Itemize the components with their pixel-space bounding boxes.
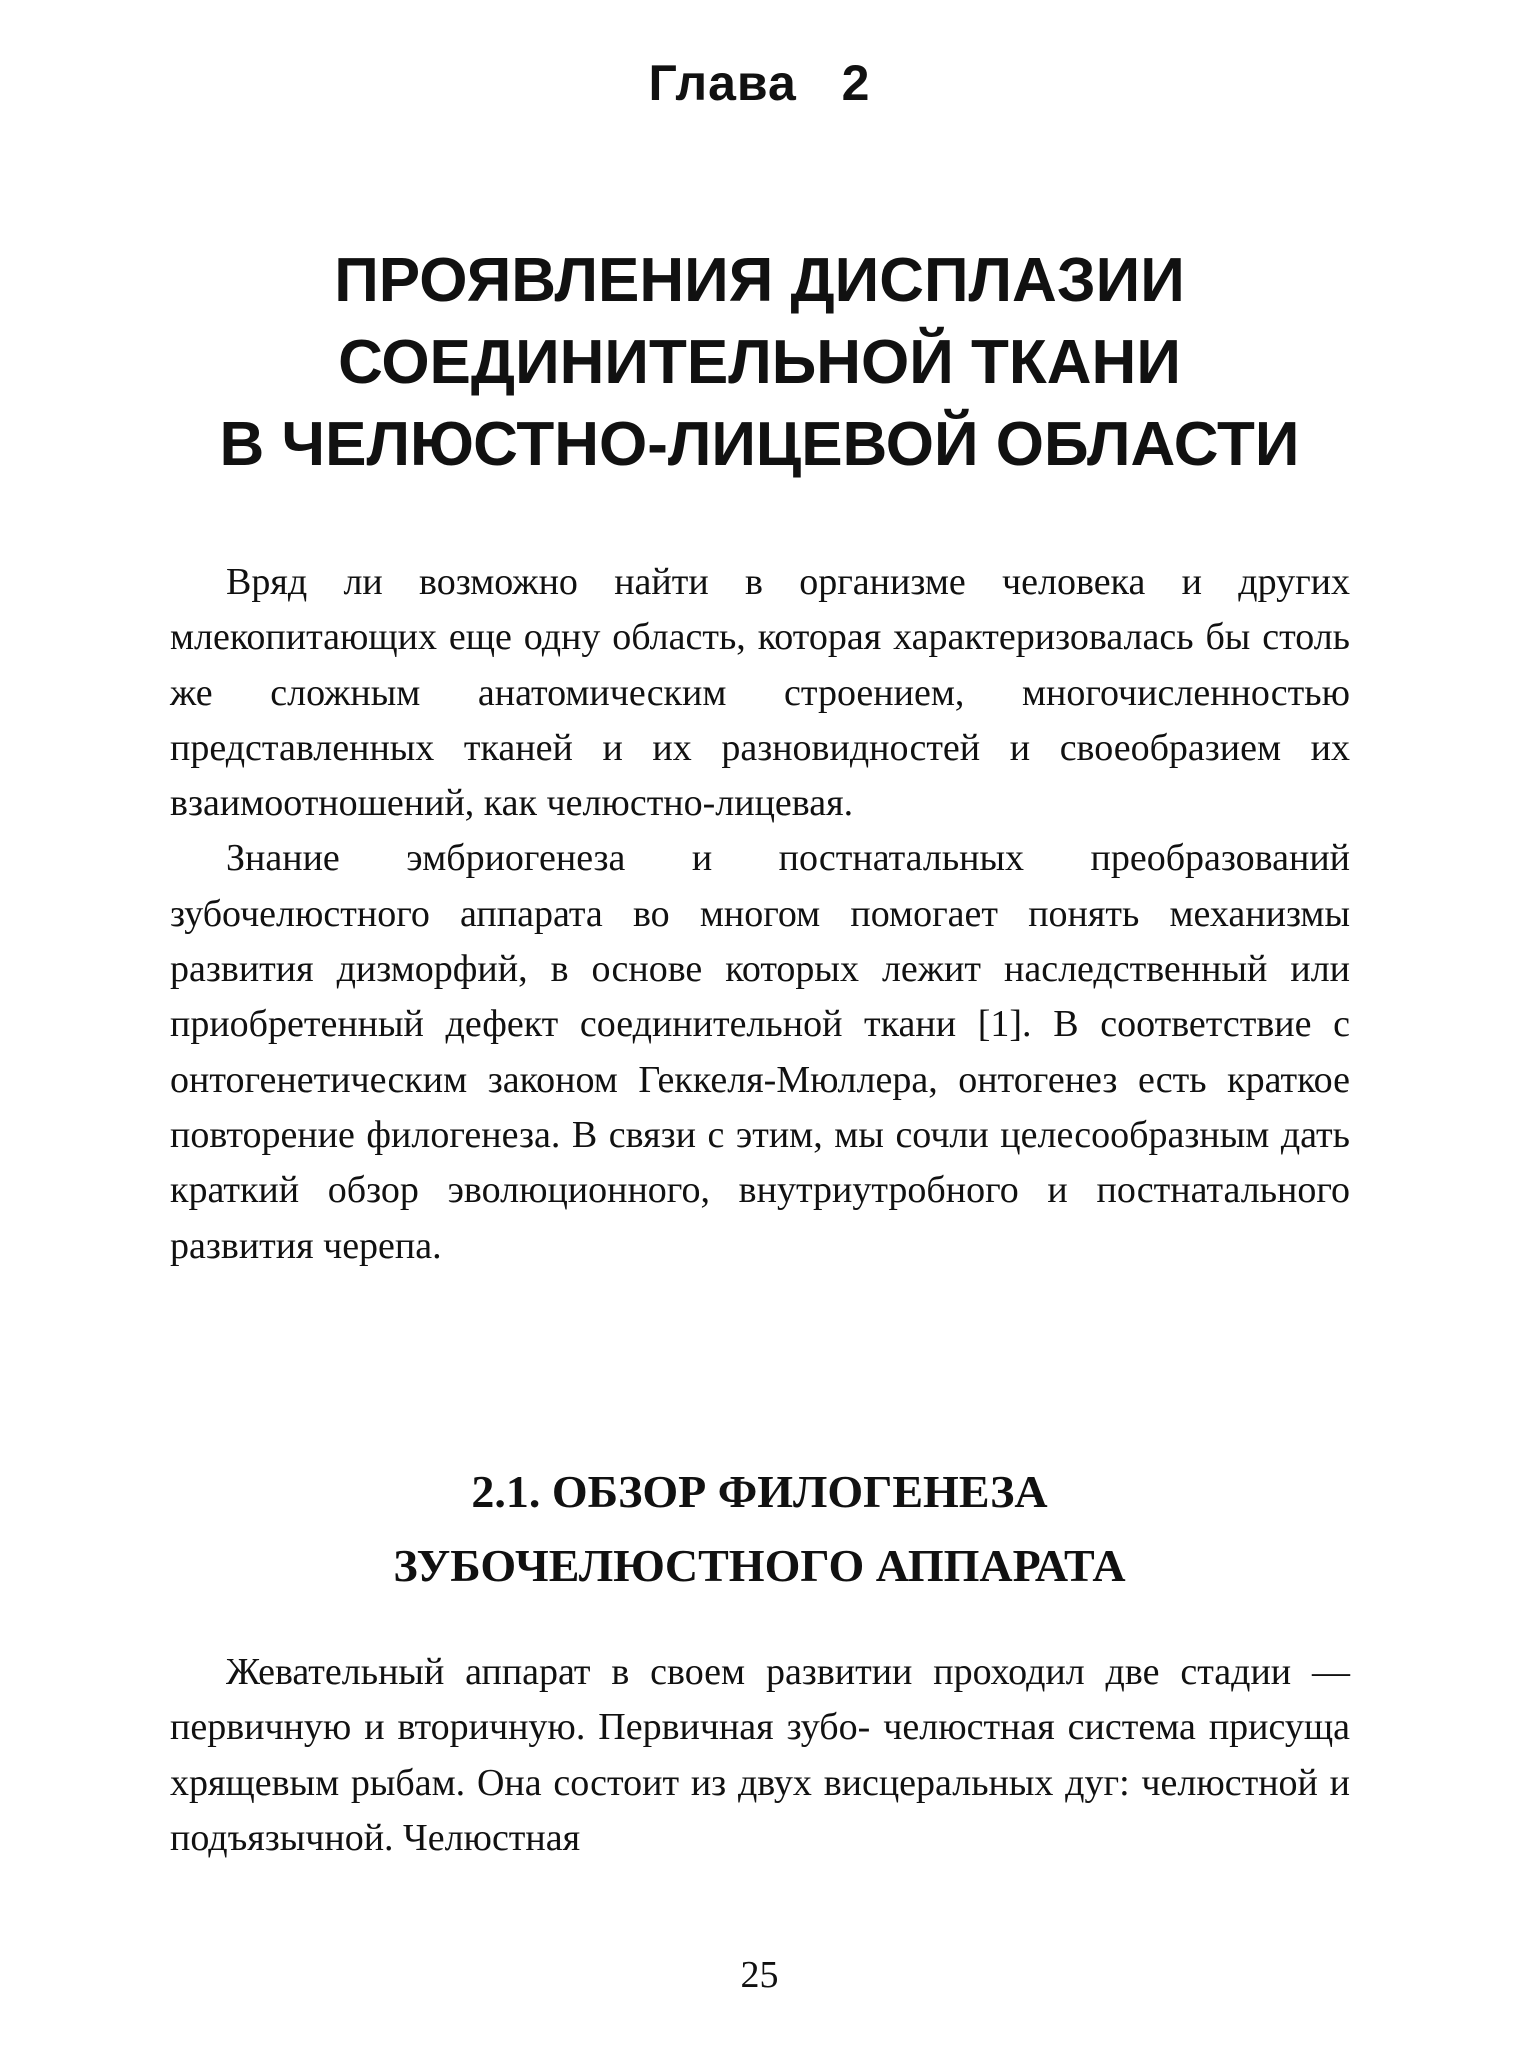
section-heading xyxy=(0,1455,1519,1603)
paragraph: Вряд ли возможно найти в организме человека и других млекопитающих еще одну область, которая характеризовалась бы столь же сложным анатомическим строением, многочисленностью представленных тканей и их разновидностей и своеобразием их взаимоотношений, как челюстно-лицевая. xyxy=(170,561,1350,825)
chapter-title xyxy=(0,240,1519,486)
chapter-label: Глава 2 xyxy=(648,55,871,111)
chapter-title-line: СОЕДИНИТЕЛЬНОЙ ТКАНИ xyxy=(338,328,1181,397)
paragraph: Знание эмбриогенеза и постнатальных преобразований зубочелюстного аппарата во многом помогает понять механизмы развития дизморфий, в основе которых лежит наследственный или приобретенный дефект соединительной ткани [1]. В соответствие с онтогенетическим законом Геккеля-Мюллера, онтогенез есть краткое повторение филогенеза. В связи с этим, мы сочли целесообразным дать краткий обзор эволюционного, внутриутробного и постнатального развития черепа. xyxy=(170,837,1350,1267)
intro-text xyxy=(170,555,1350,1274)
paragraph: Жевательный аппарат в своем развитии проходил две стадии — первичную и вторичную. Первичная зубо- челюстная система присуща хрящевым рыбам. Она состоит из двух висцеральных дуг: челюстной и подъязычной. Челюстная xyxy=(170,1651,1350,1859)
page-number: 25 xyxy=(740,1954,779,1996)
section-heading-line: 2.1. ОБЗОР ФИЛОГЕНЕЗА xyxy=(471,1466,1048,1517)
section-heading-line: ЗУБОЧЕЛЮСТНОГО АППАРАТА xyxy=(393,1540,1126,1591)
chapter-title-line: ПРОЯВЛЕНИЯ ДИСПЛАЗИИ xyxy=(334,246,1185,315)
chapter-title-line: В ЧЕЛЮСТНО-ЛИЦЕВОЙ ОБЛАСТИ xyxy=(219,410,1300,479)
section-text xyxy=(170,1645,1350,1866)
